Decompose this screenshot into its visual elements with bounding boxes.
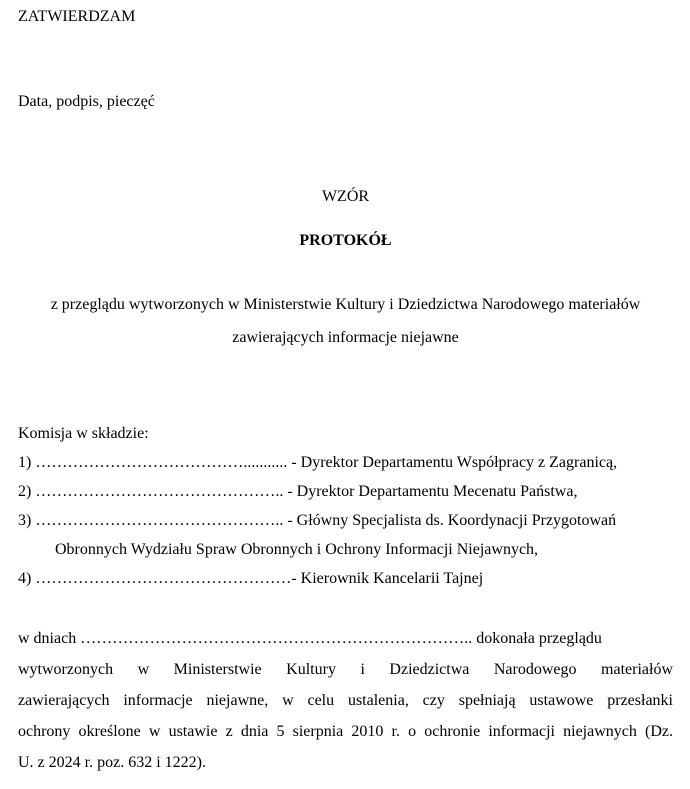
- body-line-1: w dniach ……………………………………………………………….. dokonała przeglądu: [18, 630, 602, 647]
- body-line-5: U. z 2024 r. poz. 632 i 1222).: [18, 754, 206, 771]
- document-subtitle-line-1: z przeglądu wytworzonych w Ministerstwie Kultury i Dziedzictwa Narodowego materiałów: [50, 296, 641, 313]
- committee-member-3: 3) ……………………………………….. - Główny Specjalista ds. Koordynacji Przygotowań: [18, 512, 617, 529]
- committee-heading: Komisja w składzie:: [18, 425, 149, 442]
- document-subtitle-line-2: zawierających informacje niejawne: [232, 329, 459, 346]
- committee-member-4: 4) …………………………………………- Kierownik Kancelarii Tajnej: [18, 570, 484, 587]
- committee-member-2: 2) ……………………………………….. - Dyrektor Departamentu Mecenatu Państwa,: [18, 483, 578, 500]
- document-title: PROTOKÓŁ: [299, 232, 392, 249]
- body-line-4: ochrony określone w ustawie z dnia 5 sierpnia 2010 r. o ochronie informacji niejawnych (Dz.: [18, 723, 673, 740]
- signature-caption: Data, podpis, pieczęć: [18, 93, 155, 110]
- committee-member-1: 1) …………………………………........... - Dyrektor Departamentu Współpracy z Zagranicą,: [18, 454, 618, 471]
- body-line-3: zawierających informacje niejawne, w celu ustalenia, czy spełniają ustawowe przesłanki: [18, 692, 673, 709]
- body-line-2: wytworzonych w Ministerstwie Kultury i Dziedzictwa Narodowego materiałów: [18, 661, 673, 678]
- template-label: WZÓR: [321, 188, 370, 205]
- body-paragraph: [18, 623, 673, 778]
- approval-stamp-label: ZATWIERDZAM: [18, 8, 136, 25]
- committee-member-3-continuation: Obronnych Wydziału Spraw Obronnych i Ochrony Informacji Niejawnych,: [55, 541, 539, 558]
